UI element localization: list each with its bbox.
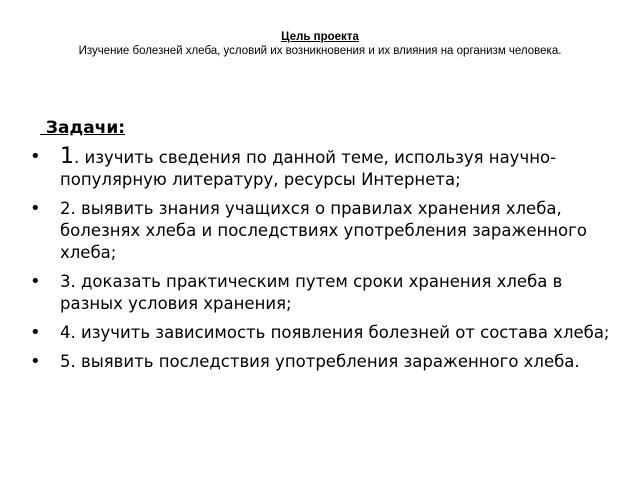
task-number: 5 xyxy=(60,352,71,371)
bullet-icon: • xyxy=(30,146,41,167)
bullet-icon: • xyxy=(30,271,41,292)
task-item-2 xyxy=(30,198,620,264)
bullet-icon: • xyxy=(30,198,41,219)
project-goal xyxy=(50,30,590,58)
task-text: . доказать практическим путем сроки хранения хлеба в разных условия хранения; xyxy=(60,272,563,313)
task-number: 1 xyxy=(60,144,74,169)
task-number: 3 xyxy=(60,272,71,291)
task-number: 4 xyxy=(60,323,71,342)
task-text: . изучить зависимость появления болезней от состава хлеба; xyxy=(70,323,610,342)
bullet-icon: • xyxy=(30,322,41,343)
task-text: . выявить знания учащихся о правилах хранения хлеба, болезнях хлеба и последствиях употребления зараженного хлеба; xyxy=(60,199,587,262)
tasks-heading: Задачи: xyxy=(40,118,126,138)
task-item-3 xyxy=(30,271,620,315)
task-item-5 xyxy=(30,351,620,373)
task-list xyxy=(30,146,620,380)
task-item-4 xyxy=(30,322,620,344)
task-number: 2 xyxy=(60,199,71,218)
goal-title: Цель проекта xyxy=(281,31,359,43)
bullet-icon: • xyxy=(30,351,41,372)
task-text: . выявить последствия употребления зараженного хлеба. xyxy=(70,352,580,371)
task-text: . изучить сведения по данной теме, используя научно-популярную литературу, ресурсы Интернета; xyxy=(60,148,557,189)
goal-text: Изучение болезней хлеба, условий их возникновения и их влияния на организм человека. xyxy=(78,45,562,57)
task-item-1 xyxy=(30,146,620,191)
